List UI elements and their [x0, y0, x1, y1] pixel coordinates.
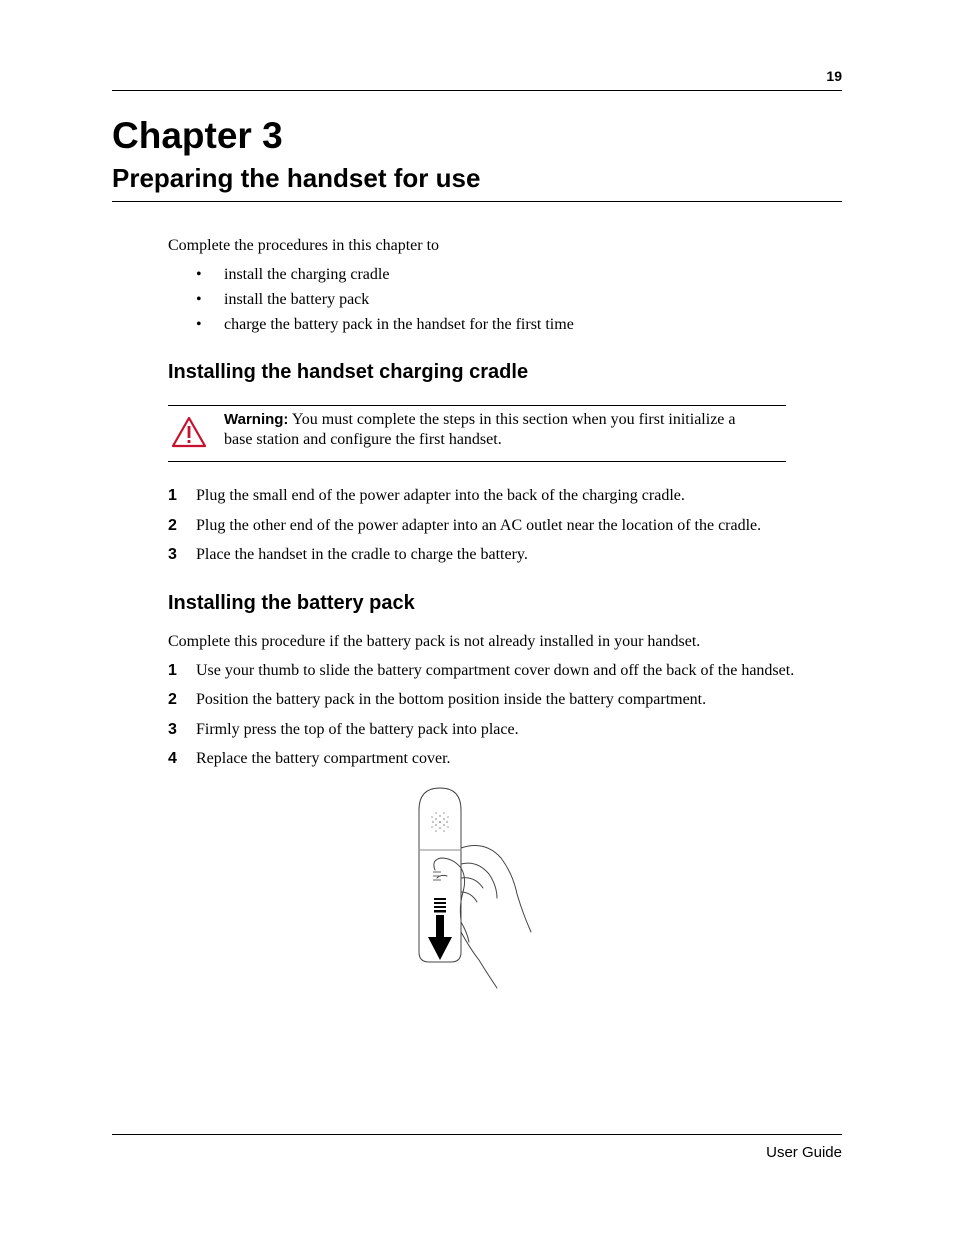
step-number: 1	[168, 487, 177, 504]
step-number: 2	[168, 517, 177, 534]
step-text: Place the handset in the cradle to charge the battery.	[196, 546, 528, 563]
section-intro: Complete this procedure if the battery pack is not already installed in your handset.	[168, 633, 701, 650]
header-rule	[112, 90, 842, 91]
step-text: Use your thumb to slide the battery compartment cover down and off the back of the handset.	[196, 662, 795, 679]
chapter-subtitle: Preparing the handset for use	[112, 163, 481, 193]
warning-line-2: base station and configure the first handset.	[224, 431, 502, 448]
step-text: Position the battery pack in the bottom position inside the battery compartment.	[196, 691, 707, 708]
bullet-item: install the battery pack	[224, 291, 370, 308]
intro-text: Complete the procedures in this chapter to	[168, 237, 440, 254]
bullet-mark: •	[196, 316, 202, 333]
step-number: 1	[168, 662, 177, 679]
warning-icon	[171, 416, 207, 448]
step-number: 3	[168, 721, 177, 738]
step-number: 3	[168, 546, 177, 563]
battery-cover-illustration	[405, 782, 540, 997]
step-text: Replace the battery compartment cover.	[196, 750, 451, 767]
warning-line-1: You must complete the steps in this section when you first initialize a	[291, 411, 736, 428]
title-rule	[112, 201, 842, 202]
footer-text: User Guide	[766, 1144, 842, 1161]
bullet-mark: •	[196, 266, 202, 283]
chapter-title: Chapter 3	[112, 115, 283, 156]
bullet-item: charge the battery pack in the handset for the first time	[224, 316, 574, 333]
section-heading-battery: Installing the battery pack	[168, 592, 415, 614]
step-text: Plug the small end of the power adapter into the back of the charging cradle.	[196, 487, 685, 504]
step-number: 4	[168, 750, 177, 767]
warning-bottom-rule	[168, 461, 786, 462]
bullet-item: install the charging cradle	[224, 266, 390, 283]
step-number: 2	[168, 691, 177, 708]
step-text: Plug the other end of the power adapter into an AC outlet near the location of the cradle.	[196, 517, 762, 534]
step-text: Firmly press the top of the battery pack into place.	[196, 721, 519, 738]
warning-top-rule	[168, 405, 786, 406]
bullet-mark: •	[196, 291, 202, 308]
warning-text	[224, 410, 784, 450]
section-heading-cradle: Installing the handset charging cradle	[168, 361, 529, 383]
footer-rule	[112, 1134, 842, 1135]
page-number: 19	[826, 68, 842, 84]
warning-label: Warning:	[224, 411, 289, 428]
